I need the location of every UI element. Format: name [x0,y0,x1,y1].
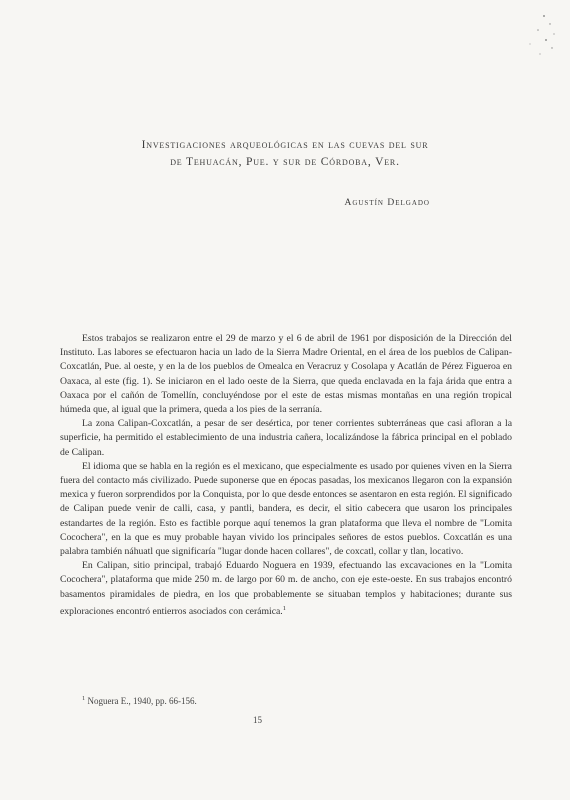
article-title [95,136,475,170]
paragraph: La zona Calipan-Coxcatlán, a pesar de ser desértica, por tener corrientes subterráneas que casi afloran a la superficie, ha permitido el establecimiento de una industria cañera, localizándose la fábrica principal en el poblado de Calipan. [60,418,512,458]
author-name: Agustín Delgado [344,198,430,208]
paragraph [60,559,512,619]
footnote-marker: 1 [82,695,86,702]
paragraph: El idioma que se habla en la región es el mexicano, que especialmente es usado por quienes viven en la Sierra fuera del contacto más civilizado. Puede suponerse que en épocas pasadas, los mexicanos llegaron con la expansión mexica y fueron sorprendidos por la Conquista, por lo que desde entonces se asentaron en esta región. El significado de Calipan puede venir de calli, casa, y pantli, bandera, es decir, el sitio cabecera que usaron los principales estandartes de la región. Esto es factible porque aquí tenemos la gran plataforma que lleva el nombre de "Lomita Cocochera", en la que es muy probable hayan vivido los principales señores de estos pueblos. Coxcatlán es una palabra también náhuatl que significaría "lugar donde hacen collares", de coxcatl, collar y tlan, locativo. [60,460,512,558]
article-body [60,332,512,619]
footnote-text: Noguera E., 1940, pp. 66-156. [87,696,197,706]
scan-specks [500,10,560,70]
article-title-line-2: de Tehuacán, Pue. y sur de Córdoba, Ver. [170,155,400,168]
footnote-reference: 1 [282,604,286,612]
footnote [82,695,197,706]
paragraph: Estos trabajos se realizaron entre el 29 de marzo y el 6 de abril de 1961 por disposición de la Dirección del Instituto. Las labores se efectuaron hacia un lado de la Sierra Madre Oriental, en el área de los pueblos de Calipan-Coxcatlán, Pue. al oeste, y en la de los pueblos de Omealca en Veracruz y Cosolapa y Acatlán de Pérez Figueroa en Oaxaca, al este (fig. 1). Se iniciaron en el lado oeste de la Sierra, que queda enclavada en la faja árida que entra a Oaxaca por el cañón de Tomellín, concluyéndose por el este de estas mismas montañas en una región tropical húmeda que, al igual que la primera, queda a los pies de la serranía. [60,333,512,416]
article-title-line-1: Investigaciones arqueológicas en las cuevas del sur [141,138,429,151]
paragraph-text: En Calipan, sitio principal, trabajó Eduardo Noguera en 1939, efectuando las excavaciones en la "Lomita Cocochera", plataforma que mide 250 m. de largo por 60 m. de ancho, con eje este-oeste. En sus trabajos encontró basamentos piramidales de piedra, en los que probablemente se situaban templos y habitaciones; durante sus exploraciones encontró entierros asociados con cerámica. [60,560,512,618]
page-number: 15 [253,715,262,725]
